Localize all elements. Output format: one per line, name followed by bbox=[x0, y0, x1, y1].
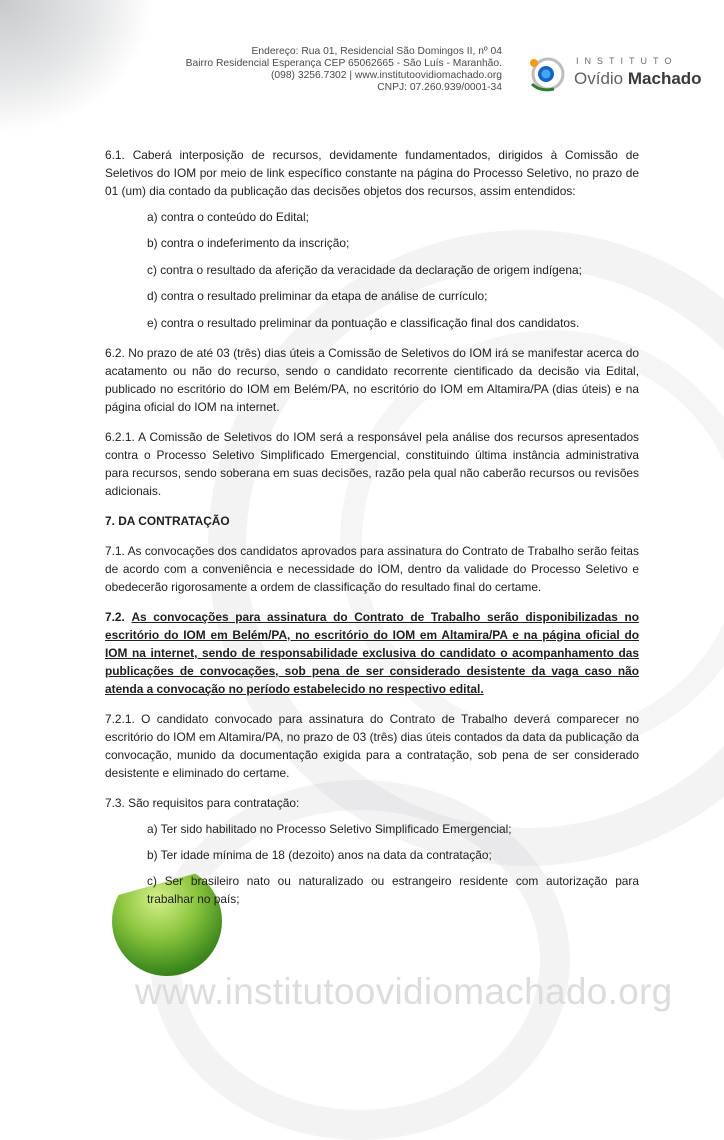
list-item: d) contra o resultado preliminar da etapa de análise de currículo; bbox=[147, 289, 488, 304]
footer-website-watermark: www.institutoovidiomachado.org bbox=[135, 971, 673, 1012]
address-line: (098) 3256.7302 | www.institutoovidiomachado.org bbox=[270, 70, 502, 81]
address-line: Bairro Residencial Esperança CEP 65062665 - São Luís - Maranhão. bbox=[185, 58, 502, 69]
institute-logo bbox=[526, 50, 706, 100]
address-line: CNPJ: 07.260.939/0001-34 bbox=[377, 82, 502, 93]
logo-name bbox=[574, 69, 702, 89]
list-item: b) Ter idade mínima de 18 (dezoito) anos na data da contratação; bbox=[147, 847, 492, 862]
address-block bbox=[186, 46, 502, 94]
list-item: a) contra o conteúdo do Edital; bbox=[147, 210, 309, 224]
paragraph-7-2 bbox=[105, 608, 639, 698]
document-body bbox=[105, 146, 639, 917]
list-6-1 bbox=[147, 208, 639, 332]
paragraph-6-1: 6.1. Caberá interposição de recursos, devidamente fundamentados, dirigidos à Comissão de Seletivos do IOM por meio de link específico constante na página do Processo Seletivo, no prazo de 01 (um) dia contado da publicação das decisões objetos dos recursos, assim entendidos: bbox=[105, 148, 639, 198]
paragraph-7-1: 7.1. As convocações dos candidatos aprovados para assinatura do Contrato de Trabalho serão feitas de acordo com a conveniência e necessidade do IOM, dentro da validade do Processo Seletivo e obedecerão rigorosamente a ordem de classificação do resultado final do certame. bbox=[105, 543, 639, 594]
list-item: c) contra o resultado da aferição da veracidade da declaração de origem indígena; bbox=[147, 262, 582, 277]
logo-name-regular: Ovídio bbox=[574, 69, 624, 88]
paragraph-6-2: 6.2. No prazo de até 03 (três) dias úteis a Comissão de Seletivos do IOM irá se manifestar acerca do acatamento ou não do recurso, sendo o candidato recorrente cientificado da decisão via Edital, publicado no escritório do IOM em Belém/PA, no escritório do IOM em Altamira/PA (dias úteis) e na página oficial do IOM na internet. bbox=[105, 345, 639, 414]
paragraph-7-2-number: 7.2. bbox=[105, 609, 125, 624]
logo-name-bold: Machado bbox=[627, 69, 702, 88]
address-line: Endereço: Rua 01, Residencial São Domingos II, nº 04 bbox=[251, 46, 502, 57]
list-item: c) Ser brasileiro nato ou naturalizado ou estrangeiro residente com autorização para trabalhar no país; bbox=[147, 874, 639, 907]
list-7-3 bbox=[147, 820, 639, 909]
paragraph-6-2-1: 6.2.1. A Comissão de Seletivos do IOM será a responsável pela análise dos recursos apresentados contra o Processo Seletivo Simplificado Emergencial, constituindo última instância administrativa para recursos, sendo soberana em suas decisões, razão pela qual não caberão recursos ou revisões adicionais. bbox=[105, 429, 639, 498]
letterhead bbox=[0, 46, 724, 106]
logo-small-text: INSTITUTO bbox=[576, 56, 678, 66]
list-item: e) contra o resultado preliminar da pontuação e classificação final dos candidatos. bbox=[147, 315, 580, 330]
paragraph-7-3: 7.3. São requisitos para contratação: bbox=[105, 795, 300, 810]
paragraph-7-2-1: 7.2.1. O candidato convocado para assinatura do Contrato de Trabalho deverá comparecer no escritório do IOM em Altamira/PA, no prazo de 03 (três) dias úteis contados da data da publicação da convocação, munido da documentação exigida para a contratação, sob pena de ser considerado desistente e eliminado do certame. bbox=[105, 711, 639, 780]
list-item: b) contra o indeferimento da inscrição; bbox=[147, 236, 350, 251]
logo-mark-icon bbox=[526, 54, 572, 94]
section-heading-7: 7. DA CONTRATAÇÃO bbox=[105, 513, 230, 528]
paragraph-7-2-text: As convocações para assinatura do Contrato de Trabalho serão disponibilizadas no escritório do IOM em Belém/PA, no escritório do IOM em Altamira/PA e na página oficial do IOM na internet, sendo de responsabilidade exclusiva do candidato o acompanhamento das publicações de convocações, sob pena de ser considerado desistente da vaga caso não atenda a convocação no período estabelecido no respectivo edital. bbox=[105, 609, 639, 696]
list-item: a) Ter sido habilitado no Processo Seletivo Simplificado Emergencial; bbox=[147, 821, 512, 836]
